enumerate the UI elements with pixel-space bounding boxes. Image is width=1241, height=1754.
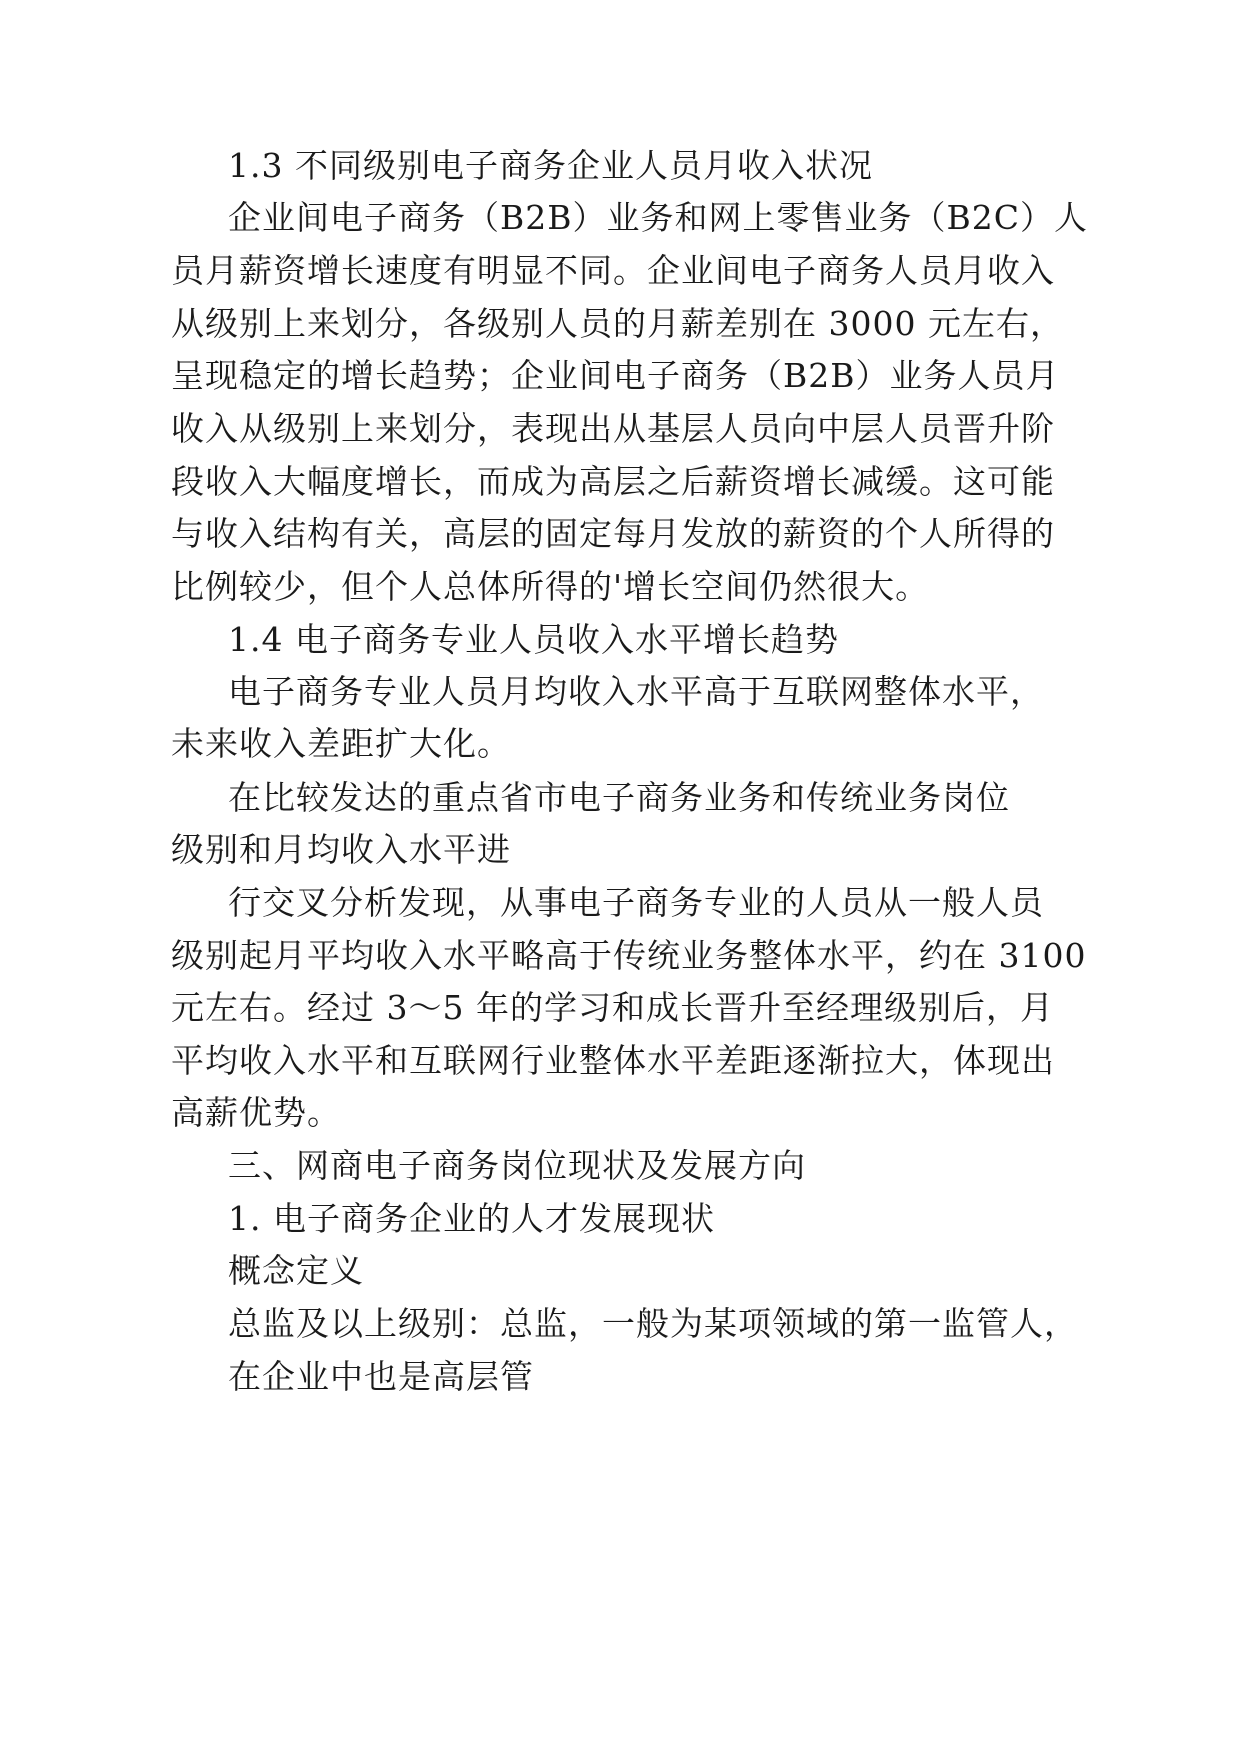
section-heading-3: 三、网商电子商务岗位现状及发展方向 bbox=[228, 1146, 806, 1185]
paragraph-line: 未来收入差距扩大化。 bbox=[171, 724, 511, 763]
paragraph-line: 级别和月均收入水平进 bbox=[171, 830, 511, 869]
paragraph-line: 呈现稳定的增长趋势；企业间电子商务（B2B）业务人员月 bbox=[171, 356, 1060, 395]
paragraph-line: 比例较少，但个人总体所得的'增长空间仍然很大。 bbox=[171, 567, 930, 606]
paragraph-line: 元左右。经过 3～5 年的学习和成长晋升至经理级别后，月 bbox=[171, 988, 1054, 1027]
paragraph-line: 在比较发达的重点省市电子商务业务和传统业务岗位 bbox=[228, 778, 1010, 817]
paragraph-line: 收入从级别上来划分，表现出从基层人员向中层人员晋升阶 bbox=[171, 409, 1055, 448]
paragraph-line: 与收入结构有关，高层的固定每月发放的薪资的个人所得的 bbox=[171, 514, 1055, 553]
paragraph-line: 段收入大幅度增长，而成为高层之后薪资增长减缓。这可能 bbox=[171, 462, 1055, 501]
paragraph-line: 员月薪资增长速度有明显不同。企业间电子商务人员月收入 bbox=[171, 251, 1055, 290]
paragraph-line: 平均收入水平和互联网行业整体水平差距逐渐拉大，体现出 bbox=[171, 1041, 1055, 1080]
paragraph-line: 电子商务专业人员月均收入水平高于互联网整体水平， bbox=[228, 672, 1044, 711]
section-heading-1-4: 1.4 电子商务专业人员收入水平增长趋势 bbox=[228, 620, 839, 659]
paragraph-line: 行交叉分析发现，从事电子商务专业的人员从一般人员 bbox=[228, 883, 1044, 922]
paragraph-line: 企业间电子商务（B2B）业务和网上零售业务（B2C）人 bbox=[228, 198, 1088, 237]
paragraph-line: 高薪优势。 bbox=[171, 1093, 341, 1132]
section-heading-1-3: 1.3 不同级别电子商务企业人员月收入状况 bbox=[228, 146, 873, 185]
subsection-heading-1: 1. 电子商务企业的人才发展现状 bbox=[228, 1199, 715, 1238]
paragraph-line: 级别起月平均收入水平略高于传统业务整体水平，约在 3100 bbox=[171, 936, 1087, 975]
paragraph-line: 从级别上来划分，各级别人员的月薪差别在 3000 元左右， bbox=[171, 304, 1064, 343]
paragraph-line: 在企业中也是高层管 bbox=[228, 1357, 534, 1396]
paragraph-line: 总监及以上级别：总监，一般为某项领域的第一监管人， bbox=[228, 1304, 1078, 1343]
concept-definition-heading: 概念定义 bbox=[228, 1251, 364, 1290]
